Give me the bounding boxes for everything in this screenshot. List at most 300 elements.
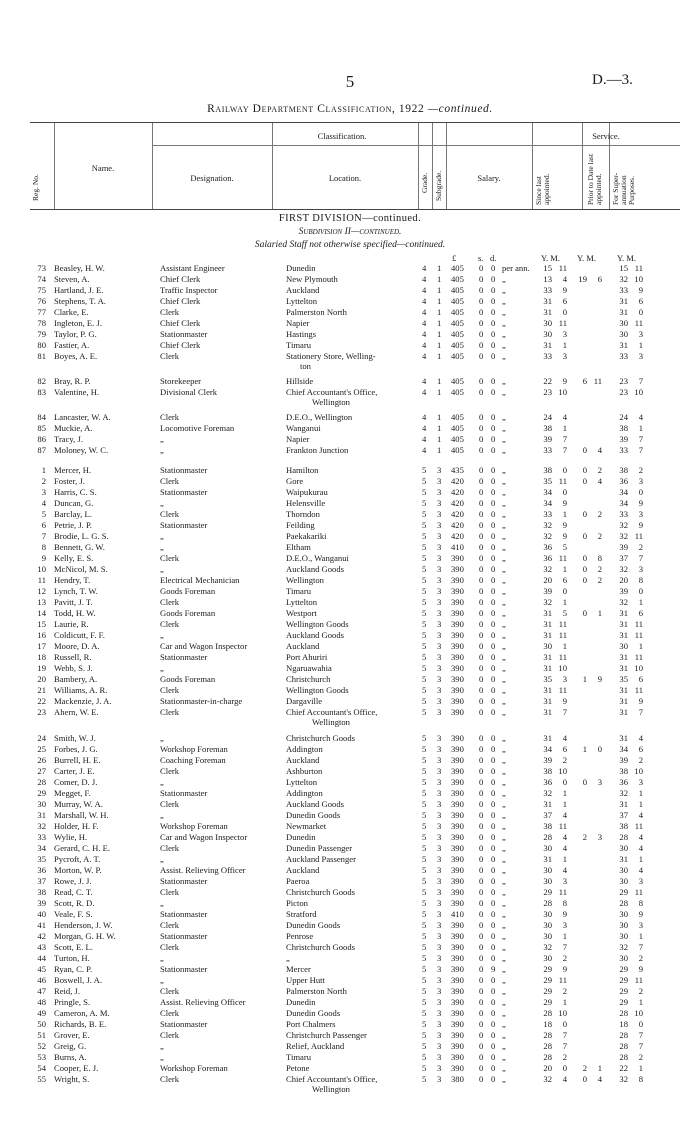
staff-name: Carter, J. E. xyxy=(54,766,95,776)
staff-name: Henderson, J. W. xyxy=(54,920,113,930)
designation: Clerk xyxy=(160,799,180,809)
subgrade: 3 xyxy=(437,843,442,853)
salary-pounds: 390 xyxy=(451,953,464,963)
super-months: 6 xyxy=(638,744,643,754)
salary-pence: 0 xyxy=(491,285,496,295)
subgrade: 1 xyxy=(437,340,442,350)
subgrade: 3 xyxy=(437,1063,442,1073)
location: Lyttelton xyxy=(286,597,318,607)
salary-shillings: 0 xyxy=(479,509,484,519)
salary-pence: 0 xyxy=(491,542,496,552)
salary-pence: 0 xyxy=(491,296,496,306)
since-months: 1 xyxy=(562,340,567,350)
prior-months: 9 xyxy=(597,674,602,684)
subgrade: 3 xyxy=(437,975,442,985)
staff-name: Wright, S. xyxy=(54,1074,90,1084)
subgrade: 3 xyxy=(437,810,442,820)
staff-name: Petrie, J. P. xyxy=(54,520,92,530)
super-months: 4 xyxy=(638,865,643,875)
subgrade: 3 xyxy=(437,608,442,618)
table-row xyxy=(0,931,700,942)
super-years: 23 xyxy=(619,387,628,397)
staff-name: Richards, B. E. xyxy=(54,1019,107,1029)
salary-pence: 0 xyxy=(491,445,496,455)
since-years: 29 xyxy=(543,997,552,1007)
super-months: 9 xyxy=(638,498,643,508)
subgrade: 3 xyxy=(437,641,442,651)
reg-number: 12 xyxy=(37,586,46,596)
salary-pence: 0 xyxy=(491,953,496,963)
since-months: 10 xyxy=(558,766,567,776)
salary-period: „ xyxy=(502,1063,506,1073)
staff-name: Scott, E. L. xyxy=(54,942,93,952)
grade: 4 xyxy=(422,285,427,295)
super-years: 31 xyxy=(619,663,628,673)
salary-period: „ xyxy=(502,340,506,350)
grade: 5 xyxy=(422,1052,427,1062)
grade: 4 xyxy=(422,387,427,397)
salary-shillings: 0 xyxy=(479,318,484,328)
since-months: 11 xyxy=(558,318,567,328)
grade: 5 xyxy=(422,1063,427,1073)
since-years: 28 xyxy=(543,1052,552,1062)
staff-name: Moore, D. A. xyxy=(54,641,100,651)
since-years: 32 xyxy=(543,597,552,607)
subgrade: 3 xyxy=(437,733,442,743)
salary-pounds: 435 xyxy=(451,465,464,475)
salary-pounds: 410 xyxy=(451,909,464,919)
salary-pence: 0 xyxy=(491,799,496,809)
super-months: 11 xyxy=(634,531,643,541)
salary-pence: 0 xyxy=(491,887,496,897)
table-row xyxy=(0,733,700,744)
salary-shillings: 0 xyxy=(479,445,484,455)
super-years: 34 xyxy=(619,498,628,508)
super-years: 36 xyxy=(619,777,628,787)
grade: 5 xyxy=(422,810,427,820)
salary-pence: 0 xyxy=(491,329,496,339)
table-row xyxy=(0,641,700,652)
salary-pence: 0 xyxy=(491,376,496,386)
table-row xyxy=(0,274,700,285)
super-months: 6 xyxy=(638,296,643,306)
grade: 5 xyxy=(422,476,427,486)
subgrade: 3 xyxy=(437,597,442,607)
grade: 4 xyxy=(422,274,427,284)
table-row xyxy=(0,376,700,387)
subgrade: 1 xyxy=(437,376,442,386)
reg-number: 74 xyxy=(37,274,46,284)
subgrade: 3 xyxy=(437,909,442,919)
salary-pounds: 390 xyxy=(451,832,464,842)
staff-name: Duncan, G. xyxy=(54,498,94,508)
salary-pence: 0 xyxy=(491,810,496,820)
staff-name: Smith, W. J. xyxy=(54,733,96,743)
salary-shillings: 0 xyxy=(479,531,484,541)
location: Frankton Junction xyxy=(286,445,349,455)
super-months: 11 xyxy=(634,630,643,640)
super-months: 3 xyxy=(638,564,643,574)
designation: Clerk xyxy=(160,307,180,317)
grade: 5 xyxy=(422,685,427,695)
super-years: 31 xyxy=(619,296,628,306)
subgrade: 3 xyxy=(437,887,442,897)
salary-shillings: 0 xyxy=(479,1019,484,1029)
since-years: 30 xyxy=(543,876,552,886)
salary-shillings: 0 xyxy=(479,387,484,397)
grade: 4 xyxy=(422,263,427,273)
salary-shillings: 0 xyxy=(479,832,484,842)
table-row xyxy=(0,340,700,351)
since-years: 32 xyxy=(543,520,552,530)
location: Timaru xyxy=(286,586,311,596)
subgrade: 3 xyxy=(437,854,442,864)
super-months: 4 xyxy=(638,810,643,820)
super-months: 11 xyxy=(634,263,643,273)
super-months: 9 xyxy=(638,696,643,706)
reg-number: 82 xyxy=(37,376,46,386)
super-months: 10 xyxy=(634,387,643,397)
salary-pounds: 405 xyxy=(451,423,464,433)
grade: 5 xyxy=(422,898,427,908)
salary-pence: 0 xyxy=(491,909,496,919)
salary-period: „ xyxy=(502,520,506,530)
salary-shillings: 0 xyxy=(479,542,484,552)
since-years: 33 xyxy=(543,351,552,361)
designation: Stationmaster xyxy=(160,487,208,497)
salary-pounds: 390 xyxy=(451,663,464,673)
since-months: 1 xyxy=(562,799,567,809)
salary-pounds: 390 xyxy=(451,744,464,754)
staff-name: Kelly, E. S. xyxy=(54,553,94,563)
since-years: 31 xyxy=(543,799,552,809)
salary-shillings: 0 xyxy=(479,663,484,673)
designation: Car and Wagon Inspector xyxy=(160,641,248,651)
salary-pence: 0 xyxy=(491,387,496,397)
location: Eltham xyxy=(286,542,311,552)
grade: 5 xyxy=(422,733,427,743)
grade: 5 xyxy=(422,652,427,662)
salary-shillings: 0 xyxy=(479,1052,484,1062)
grade: 5 xyxy=(422,821,427,831)
subgrade: 3 xyxy=(437,1030,442,1040)
since-months: 3 xyxy=(562,329,567,339)
since-years: 30 xyxy=(543,931,552,941)
super-years: 31 xyxy=(619,707,628,717)
salary-shillings: 0 xyxy=(479,887,484,897)
table-row xyxy=(0,608,700,619)
location: Auckland Goods xyxy=(286,630,344,640)
grade: 5 xyxy=(422,1008,427,1018)
designation: Stationmaster-in-charge xyxy=(160,696,243,706)
salary-period: „ xyxy=(502,1052,506,1062)
salary-shillings: 0 xyxy=(479,619,484,629)
salary-period: „ xyxy=(502,986,506,996)
salary-period: „ xyxy=(502,641,506,651)
grade: 5 xyxy=(422,696,427,706)
salary-shillings: 0 xyxy=(479,766,484,776)
since-years: 15 xyxy=(543,263,552,273)
subgrade: 1 xyxy=(437,318,442,328)
salary-shillings: 0 xyxy=(479,641,484,651)
subgrade: 3 xyxy=(437,663,442,673)
super-months: 0 xyxy=(638,487,643,497)
super-years: 31 xyxy=(619,854,628,864)
table-row xyxy=(0,663,700,674)
super-years: 28 xyxy=(619,1008,628,1018)
staff-name: Steven, A. xyxy=(54,274,90,284)
since-years: 38 xyxy=(543,465,552,475)
table-row xyxy=(0,777,700,788)
super-years: 28 xyxy=(619,832,628,842)
reg-number: 30 xyxy=(37,799,46,809)
salary-pence: 0 xyxy=(491,564,496,574)
super-years: 30 xyxy=(619,909,628,919)
grade: 5 xyxy=(422,465,427,475)
grade: 5 xyxy=(422,1030,427,1040)
table-row xyxy=(0,307,700,318)
super-months: 11 xyxy=(634,619,643,629)
super-years: 36 xyxy=(619,476,628,486)
reg-number: 50 xyxy=(37,1019,46,1029)
salary-shillings: 0 xyxy=(479,608,484,618)
subgrade: 3 xyxy=(437,832,442,842)
grade: 5 xyxy=(422,641,427,651)
since-months: 7 xyxy=(562,1030,567,1040)
subgrade: 3 xyxy=(437,821,442,831)
since-years: 29 xyxy=(543,975,552,985)
salary-pounds: 390 xyxy=(451,707,464,717)
since-months: 9 xyxy=(562,520,567,530)
table-row xyxy=(0,1019,700,1030)
designation: „ xyxy=(160,733,164,743)
salary-pence: 0 xyxy=(491,766,496,776)
grade: 4 xyxy=(422,307,427,317)
table-row-continuation xyxy=(0,717,700,728)
salary-period: „ xyxy=(502,597,506,607)
grade: 5 xyxy=(422,674,427,684)
grade: 5 xyxy=(422,487,427,497)
designation: Stationmaster xyxy=(160,931,208,941)
staff-name: Clarke, E. xyxy=(54,307,89,317)
since-years: 31 xyxy=(543,733,552,743)
staff-name: Lynch, T. W. xyxy=(54,586,98,596)
salary-period: „ xyxy=(502,931,506,941)
document-reference: D.—3. xyxy=(592,72,633,88)
reg-number: 80 xyxy=(37,340,46,350)
since-months: 9 xyxy=(562,498,567,508)
super-years: 33 xyxy=(619,509,628,519)
super-years: 39 xyxy=(619,434,628,444)
super-months: 2 xyxy=(638,465,643,475)
salary-pounds: 390 xyxy=(451,898,464,908)
super-years: 32 xyxy=(619,520,628,530)
table-row xyxy=(0,865,700,876)
super-years: 39 xyxy=(619,542,628,552)
prior-years: 2 xyxy=(582,832,587,842)
header-name: Name. xyxy=(91,163,115,173)
super-months: 7 xyxy=(638,942,643,952)
salary-period: per ann. xyxy=(502,263,530,273)
since-months: 4 xyxy=(562,832,567,842)
salary-shillings: 0 xyxy=(479,920,484,930)
salary-pence: 0 xyxy=(491,986,496,996)
salary-pounds: 390 xyxy=(451,564,464,574)
since-months: 11 xyxy=(558,887,567,897)
designation: Clerk xyxy=(160,1008,180,1018)
since-months: 11 xyxy=(558,975,567,985)
location: Hillside xyxy=(286,376,314,386)
since-years: 13 xyxy=(543,274,552,284)
salary-shillings: 0 xyxy=(479,498,484,508)
salary-pence: 0 xyxy=(491,898,496,908)
salary-period: „ xyxy=(502,296,506,306)
prior-months: 2 xyxy=(597,531,602,541)
super-years: 32 xyxy=(619,1074,628,1084)
salary-pounds: 405 xyxy=(451,445,464,455)
salary-shillings: 0 xyxy=(479,307,484,317)
salary-pence: 0 xyxy=(491,412,496,422)
subgrade: 3 xyxy=(437,766,442,776)
staff-name: Todd, H. W. xyxy=(54,608,96,618)
reg-number: 34 xyxy=(37,843,46,853)
super-months: 2 xyxy=(638,1052,643,1062)
super-months: 3 xyxy=(638,476,643,486)
grade: 4 xyxy=(422,296,427,306)
salary-period: „ xyxy=(502,685,506,695)
salary-pounds: 405 xyxy=(451,263,464,273)
salary-pounds: 420 xyxy=(451,509,464,519)
prior-months: 2 xyxy=(597,564,602,574)
since-years: 31 xyxy=(543,707,552,717)
super-months: 11 xyxy=(634,685,643,695)
salary-pence: 0 xyxy=(491,531,496,541)
reg-number: 54 xyxy=(37,1063,46,1073)
subgrade: 3 xyxy=(437,652,442,662)
staff-name: Pringle, S. xyxy=(54,997,91,1007)
reg-number: 15 xyxy=(37,619,46,629)
staff-name: Cooper, E. J. xyxy=(54,1063,99,1073)
super-years: 30 xyxy=(619,876,628,886)
since-years: 30 xyxy=(543,318,552,328)
designation: Storekeeper xyxy=(160,376,202,386)
subgrade: 3 xyxy=(437,744,442,754)
prior-years: 0 xyxy=(582,777,587,787)
location: Ashburton xyxy=(286,766,323,776)
grade: 5 xyxy=(422,986,427,996)
salary-period: „ xyxy=(502,920,506,930)
grade: 5 xyxy=(422,1074,427,1084)
since-years: 38 xyxy=(543,766,552,776)
reg-number: 8 xyxy=(41,542,46,552)
grade: 4 xyxy=(422,329,427,339)
salary-shillings: 0 xyxy=(479,1074,484,1084)
designation: Stationmaster xyxy=(160,520,208,530)
location: Stationery Store, Welling- xyxy=(286,351,376,361)
salary-pounds: 390 xyxy=(451,887,464,897)
reg-number: 87 xyxy=(37,445,46,455)
unit-pound: £ xyxy=(452,253,457,263)
grade: 4 xyxy=(422,412,427,422)
staff-name: Burns, A. xyxy=(54,1052,87,1062)
super-months: 2 xyxy=(638,986,643,996)
staff-name: Pycroft, A. T. xyxy=(54,854,101,864)
salary-pence: 0 xyxy=(491,1019,496,1029)
super-months: 3 xyxy=(638,876,643,886)
designation: Stationmaster xyxy=(160,465,208,475)
staff-name: Russell, R. xyxy=(54,652,92,662)
salary-pounds: 390 xyxy=(451,1030,464,1040)
table-row-continuation xyxy=(0,1084,700,1095)
salary-shillings: 0 xyxy=(479,597,484,607)
reg-number: 41 xyxy=(37,920,46,930)
since-years: 23 xyxy=(543,387,552,397)
since-months: 4 xyxy=(562,865,567,875)
salary-period: „ xyxy=(502,909,506,919)
since-months: 1 xyxy=(562,788,567,798)
salary-pence: 0 xyxy=(491,942,496,952)
super-months: 11 xyxy=(634,318,643,328)
grade: 5 xyxy=(422,498,427,508)
header-grade: Grade. xyxy=(420,172,429,193)
location: Newmarket xyxy=(286,821,327,831)
salary-pounds: 405 xyxy=(451,412,464,422)
super-months: 2 xyxy=(638,542,643,552)
staff-name: Valentine, H. xyxy=(54,387,100,397)
since-months: 6 xyxy=(562,296,567,306)
reg-number: 32 xyxy=(37,821,46,831)
super-years: 31 xyxy=(619,799,628,809)
salary-pounds: 390 xyxy=(451,733,464,743)
salary-shillings: 0 xyxy=(479,909,484,919)
since-months: 5 xyxy=(562,542,567,552)
salary-period: „ xyxy=(502,542,506,552)
since-months: 11 xyxy=(558,652,567,662)
salary-pounds: 390 xyxy=(451,674,464,684)
reg-number: 29 xyxy=(37,788,46,798)
header-designation: Designation. xyxy=(190,173,234,183)
since-years: 20 xyxy=(543,575,552,585)
salary-pence: 0 xyxy=(491,733,496,743)
staff-name: Forbes, J. G. xyxy=(54,744,98,754)
location: Penrose xyxy=(286,931,314,941)
since-years: 36 xyxy=(543,542,552,552)
location: Lyttelton xyxy=(286,296,318,306)
location: Gore xyxy=(286,476,304,486)
grade: 5 xyxy=(422,997,427,1007)
super-months: 8 xyxy=(638,575,643,585)
super-years: 29 xyxy=(619,887,628,897)
subgrade: 3 xyxy=(437,1052,442,1062)
super-months: 7 xyxy=(638,1041,643,1051)
reg-number: 76 xyxy=(37,296,46,306)
salary-pence: 0 xyxy=(491,318,496,328)
since-years: 38 xyxy=(543,821,552,831)
designation: Clerk xyxy=(160,351,180,361)
grade: 5 xyxy=(422,564,427,574)
since-months: 1 xyxy=(562,997,567,1007)
reg-number: 52 xyxy=(37,1041,46,1051)
grade: 5 xyxy=(422,854,427,864)
since-years: 22 xyxy=(543,376,552,386)
since-years: 31 xyxy=(543,685,552,695)
header-location: Location. xyxy=(328,173,362,183)
reg-number: 4 xyxy=(41,498,46,508)
reg-number: 43 xyxy=(37,942,46,952)
salary-pounds: 390 xyxy=(451,1052,464,1062)
salary-pence: 0 xyxy=(491,1052,496,1062)
grade: 5 xyxy=(422,843,427,853)
